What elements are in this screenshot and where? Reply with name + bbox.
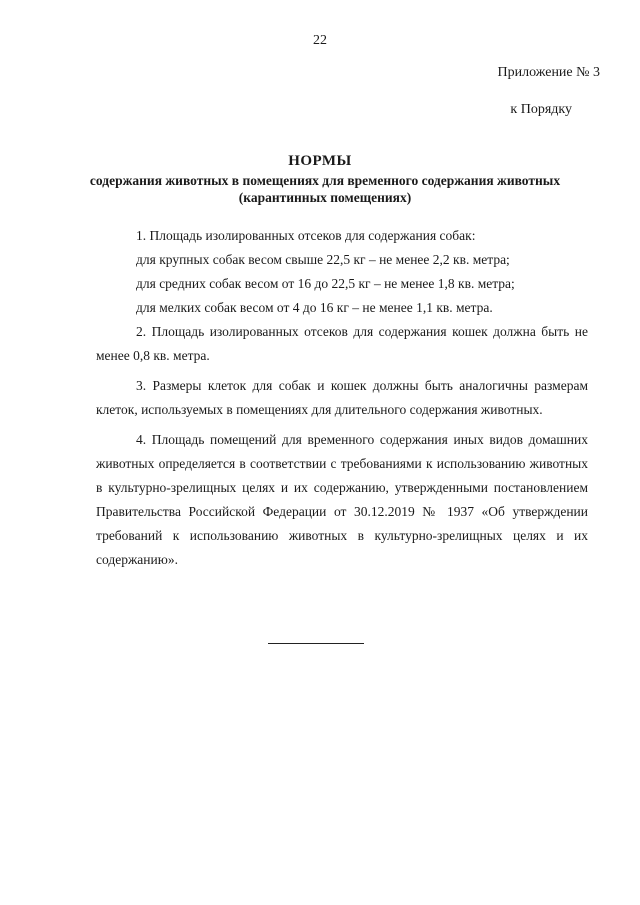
- paragraph-1-small-dogs: для мелких собак весом от 4 до 16 кг – не менее 1,1 кв. метра.: [136, 300, 493, 315]
- document-subtitle: содержания животных в помещениях для временного содержания животных (карантинных помещениях): [89, 173, 561, 205]
- paragraph-1-medium-dogs: для средних собак весом от 16 до 22,5 кг – не менее 1,8 кв. метра;: [136, 276, 515, 291]
- paragraph-4: 4. Площадь помещений для временного содержания иных видов домашних животных определяется в соответствии с требованиями к использованию животных в культурно-зрелищных целях и их содержанию, утвержденными постановлением Правительства Российской Федерации от 30.12.2019 № 1937 «Об утверждении требований к использованию животных в культурно-зрелищных целях и их содержанию».: [96, 432, 588, 567]
- paragraph-1-large-dogs: для крупных собак весом свыше 22,5 кг – не менее 2,2 кв. метра;: [136, 252, 510, 267]
- appendix-reference: к Порядку: [510, 102, 572, 117]
- appendix-label: Приложение № 3: [497, 65, 600, 80]
- document-title: НОРМЫ: [288, 153, 352, 169]
- paragraph-2: 2. Площадь изолированных отсеков для содержания кошек должна быть не менее 0,8 кв. метра.: [96, 324, 588, 363]
- paragraph-1: 1. Площадь изолированных отсеков для содержания собак:: [136, 228, 476, 243]
- page-number: 22: [313, 33, 327, 48]
- closing-rule: [268, 643, 364, 644]
- document-body: [96, 224, 588, 572]
- paragraph-3: 3. Размеры клеток для собак и кошек должны быть аналогичны размерам клеток, используемых в помещениях для длительного содержания животных.: [96, 378, 588, 417]
